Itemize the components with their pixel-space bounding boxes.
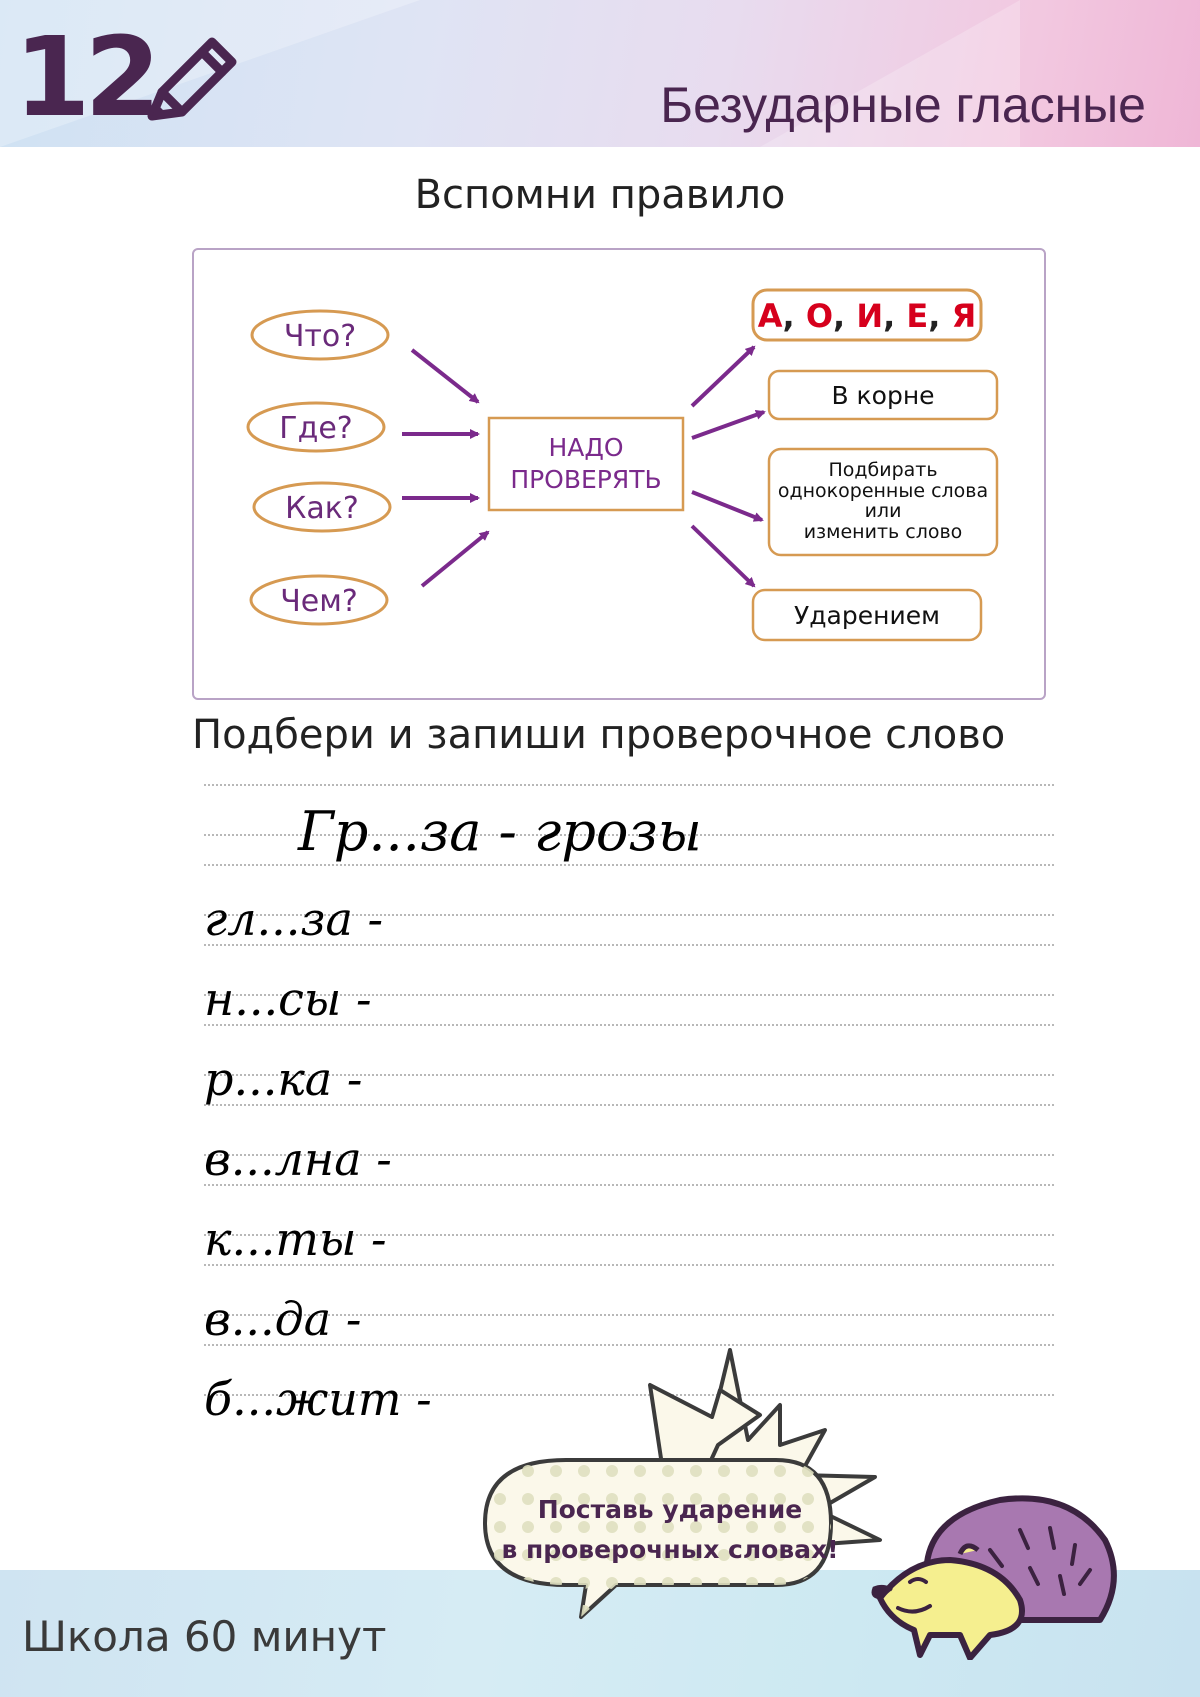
topic-title: Безударные гласные (660, 77, 1146, 133)
exercise-word: к...ты - (204, 1212, 387, 1266)
footer-text: Школа 60 минут (22, 1612, 387, 1661)
question-where-label: Где? (279, 411, 353, 446)
question-with-what (251, 576, 387, 624)
method-box (769, 449, 997, 555)
question-what-label: Что? (283, 319, 357, 354)
method-line3: или (864, 500, 902, 522)
arrow-vowels (692, 347, 754, 406)
dotted-line (204, 784, 1054, 786)
vowel-a: А (757, 297, 783, 335)
arrow-stress (692, 526, 754, 586)
bubble-line2: в проверочных словах! (501, 1535, 839, 1564)
page-number: 12 (14, 13, 156, 141)
center-box (489, 418, 683, 510)
rule-diagram (192, 248, 1046, 700)
vowel-separator: , (883, 297, 896, 335)
root-box (769, 371, 997, 419)
arrow-with-what (422, 532, 488, 586)
method-line1: Подбирать (828, 459, 938, 481)
question-how-label: Как? (285, 491, 359, 526)
question-where (248, 403, 384, 451)
exercise-word: н...сы - (204, 972, 372, 1026)
exercise-word: в...лна - (204, 1132, 392, 1186)
vowels-box (753, 290, 981, 340)
exercise-word: гл...за - (204, 892, 384, 946)
exercise-word: в...да - (204, 1292, 362, 1346)
bubble-line1: Поставь ударение (537, 1495, 803, 1524)
arrow-method (692, 492, 762, 520)
left-arrows (402, 350, 488, 586)
stress-box (753, 590, 981, 640)
exercise-word: б...жит - (204, 1372, 432, 1426)
dotted-line (204, 864, 1054, 866)
rule-diagram-canvas (194, 250, 1044, 698)
hedgehog-icon (870, 1490, 1130, 1660)
rule-heading: Вспомни правило (414, 172, 786, 218)
vowel-o: О (805, 297, 834, 335)
center-line2: ПРОВЕРЯТЬ (510, 465, 662, 494)
method-line2: однокоренные слова (777, 480, 989, 502)
vowel-separator: , (782, 297, 795, 335)
vowel-i: И (856, 297, 884, 335)
vowel-separator: , (833, 297, 846, 335)
stress-text: Ударением (794, 601, 940, 630)
question-what (252, 311, 388, 359)
exercise-word: р...ка - (204, 1052, 363, 1106)
question-with-what-label: Чем? (280, 584, 358, 619)
vowel-ya: Я (951, 297, 977, 335)
method-line4: изменить слово (803, 521, 963, 543)
task-heading: Подбери и запиши проверочное слово (192, 712, 1006, 758)
bubble-text (490, 1490, 850, 1570)
arrow-what (412, 350, 478, 402)
arrow-root (692, 412, 764, 438)
vowel-separator: , (928, 297, 941, 335)
root-text: В корне (831, 381, 935, 410)
pencil-icon (140, 34, 240, 129)
vowels-text (758, 297, 976, 335)
example-word: Гр...за - грозы (298, 800, 702, 863)
center-line1: НАДО (548, 433, 624, 462)
question-how (254, 483, 390, 531)
vowel-e: Е (906, 297, 929, 335)
right-arrows (692, 347, 764, 586)
